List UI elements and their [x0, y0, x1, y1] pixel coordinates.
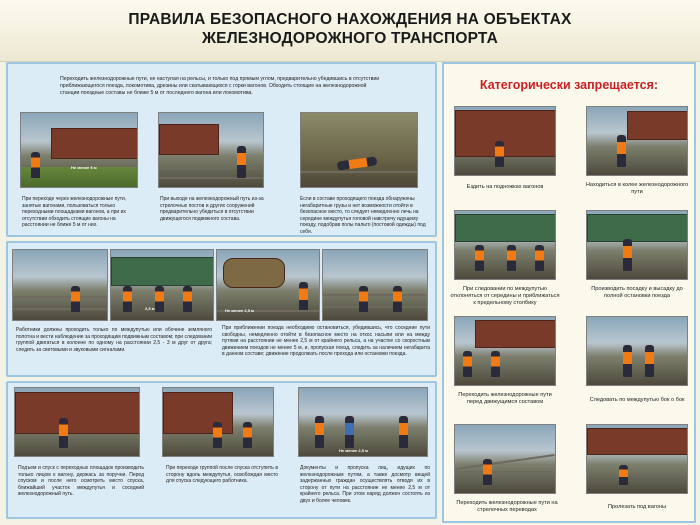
photo-under-wagons	[586, 424, 688, 494]
prohibited-item-6: Следовать по междупутью бок о бок	[589, 397, 685, 403]
photo-overlay-distance-b: Не менее 2,5 м	[225, 308, 255, 313]
prohibited-item-3: При следовании по междупутью отклоняться от середины и приближаться к предельному столбику	[450, 286, 560, 306]
prohibited-item-5: Переходить железнодорожные пути перед движущимся составом	[458, 392, 552, 405]
prohibited-item-2: Находиться в колее железнодорожного пути	[585, 182, 689, 195]
photo-riding-steps	[454, 106, 556, 176]
prohibited-item-7: Переходить железнодорожные пути на стрелочных переводах	[456, 500, 558, 513]
photo-tank-train	[216, 249, 320, 321]
prohibited-panel	[442, 62, 696, 523]
photo-crossing-switches	[454, 424, 556, 494]
caption-approaching-train: При приближении поезда необходимо остановиться, убедившись, что соседние пути свободны, немедленно отойти в безопасное место на откос насыпи или на между путями на расстоянии не менее 2,5 м от крайнего рельса, а на участке со скоростным движением поездов не менее 5 м, и, пропуская поезд, следить за наличием негабарита в данном составе; движение продолжать после прохода или остановки поезда.	[222, 325, 430, 358]
photo-worker-walking	[12, 249, 108, 321]
prohibited-item-4: Производить посадку и высадку до полной остановки поезда	[591, 286, 683, 299]
photo-lying-between-tracks	[300, 112, 418, 188]
poster-header	[0, 0, 700, 62]
section1-intro: Переходить железнодорожные пути, не наступая на рельсы, и только под прямым углом, предварительно убедившись в отсутствии приближающегося поезда, локомотива, дрезины или скатывающихся с горки вагонов. Обходить стоящие на железнодорожной станции поездные составы не ближе 5 м от последнего вагона или локомотива.	[60, 76, 380, 96]
prohibited-item-1: Ездить на подножках вагонов	[466, 184, 544, 190]
photo-overlay-distance-c: Не менее 2,5 м	[339, 448, 369, 453]
photo-document-check	[298, 387, 428, 457]
prohibited-item-8: Пролезать под вагоны	[608, 504, 666, 510]
photo-group-descending	[162, 387, 274, 457]
photo-group-column	[110, 249, 214, 321]
title-line-2: ЖЕЛЕЗНОДОРОЖНОГО ТРАНСПОРТА	[201, 30, 499, 47]
poster-title	[0, 10, 700, 48]
caption-platform-descent: Подъем и спуск с переходных площадок производить только лицом к вагону, держась за поручни. Перед спуском и после него осмотреть место спуска, ближайший участок междупутья и соседний железнодорожный путь.	[18, 465, 144, 498]
section-walking-between-tracks	[6, 241, 437, 377]
section-crossing-tracks	[6, 62, 437, 237]
photo-exit-onto-track	[158, 112, 264, 188]
caption-exit-onto-track: При выходе на железнодорожный путь из-за стрелочных постов и других сооружений предварительно убедиться в отсутствии движущегося подвижного состава.	[160, 196, 264, 222]
caption-walking-rules: Работники должны проходить только по междупутью или обочине земляного полотна и вести наблюдение за проходящим подвижным составом; при следовании группой двигаться в колонне по одному на расстоянии 2,5 - 3 м друг от друга; следить за световыми и звуковыми сигналами.	[16, 327, 212, 353]
section-platforms-and-documents	[6, 381, 437, 519]
photo-descending-wagon	[14, 387, 140, 457]
photo-wagons-crossing	[20, 112, 138, 188]
photo-workers-tracks	[322, 249, 428, 321]
title-line-1: ПРАВИЛА БЕЗОПАСНОГО НАХОЖДЕНИЯ НА ОБЪЕКТАХ	[128, 11, 572, 28]
photo-crossing-before-train	[454, 316, 556, 386]
caption-document-check: Документы и пропуска лиц, идущих по железнодорожным путям, а также досмотр вещей задержанных граждан осуществлять отводя их в сторону от пути на расстояние не менее 2,5 м от крайнего рельса. При этом наряд должен состоять из двух и более человек.	[300, 465, 430, 504]
caption-wagon-crossing: При переходе через железнодорожные пути, занятые вагонами, пользоваться только переходными площадками вагонов, а при их отсутствии обходить стоящие вагоны на расстоянии не ближе 5 м от них.	[22, 196, 127, 229]
photo1-overlay-label: Не менее 5 м	[71, 165, 97, 170]
caption-oversize-cargo: Если в составе проходящего поезда обнаружены негабаритные грузы и нет возможности отойти в безопасное место, то следует немедленно лечь на середине междупутья головой навстречу идущему поезду, подобрав полы пальто (постовой одежды) под себя.	[300, 196, 426, 235]
photo-side-by-side	[586, 316, 688, 386]
photo-deviating-from-middle	[454, 210, 556, 280]
caption-group-descent: При переходе группой после спуска отступить в сторону вдоль междупутья, освобождая место для спуска следующего работника.	[166, 465, 278, 485]
photo-overlay-distance-a: 2,5 м	[145, 306, 155, 311]
photo-in-track-gauge	[586, 106, 688, 176]
photo-boarding-moving-train	[586, 210, 688, 280]
prohibited-title: Категорически запрещается:	[479, 78, 659, 92]
